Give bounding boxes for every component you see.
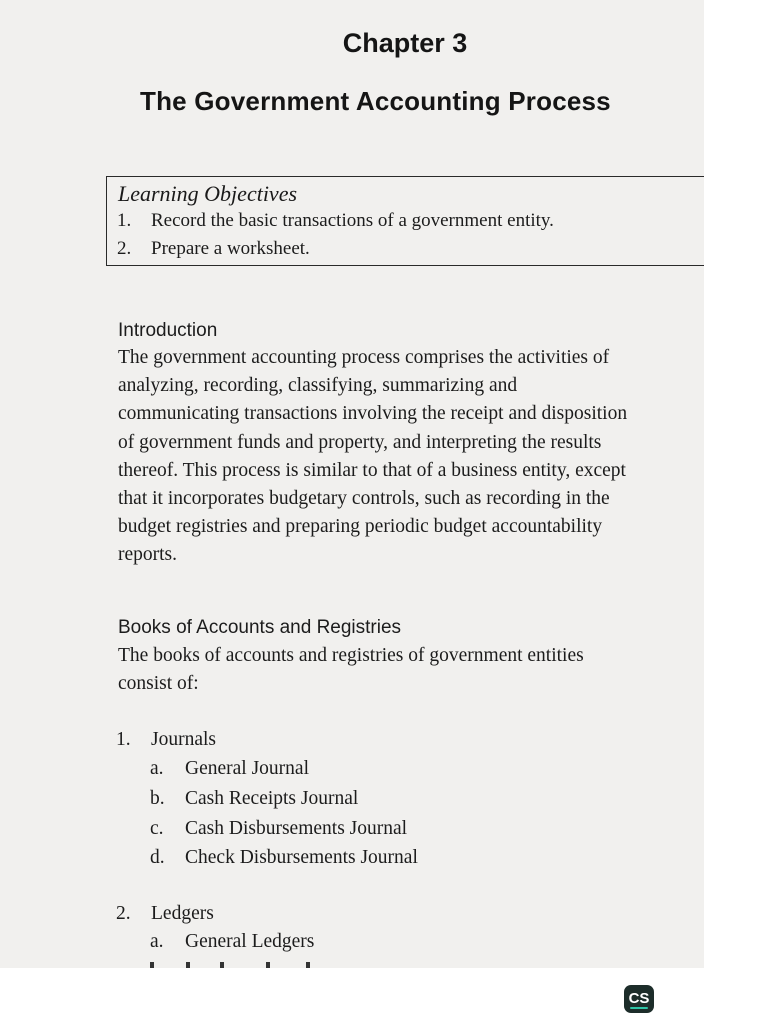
chapter-number: Chapter 3: [342, 28, 468, 58]
camscanner-logo-icon: CS: [624, 985, 654, 1013]
list-text: General Ledgers: [185, 931, 315, 952]
introduction-paragraph: [118, 344, 704, 570]
list-marker: c.: [150, 818, 164, 839]
list-marker: 2.: [116, 903, 131, 924]
list-text: Cash Receipts Journal: [185, 788, 359, 809]
paragraph-line: budget registries and preparing periodic budget accountability: [118, 516, 603, 538]
list-item-journals: [116, 729, 216, 751]
chapter-title: The Government Accounting Process: [140, 86, 611, 116]
learning-objectives-heading: Learning Objectives: [118, 181, 298, 206]
paragraph-line: analyzing, recording, classifying, summarizing and: [118, 375, 518, 397]
objective-item: [117, 210, 554, 232]
objective-text: Prepare a worksheet.: [151, 238, 310, 259]
list-marker: 1.: [116, 729, 131, 750]
list-marker: d.: [150, 847, 165, 868]
list-label: Ledgers: [151, 903, 214, 924]
paragraph-line: The government accounting process comprises the activities of: [118, 347, 610, 368]
paragraph-line: The books of accounts and registries of government entities: [118, 645, 584, 666]
list-item: [150, 788, 358, 810]
list-marker: a.: [150, 758, 164, 779]
paragraph-line: thereof. This process is similar to that of a business entity, except: [118, 459, 626, 481]
paragraph-line: consist of:: [118, 673, 199, 695]
books-heading: Books of Accounts and Registries: [118, 617, 402, 638]
introduction-heading: Introduction: [118, 320, 218, 341]
list-marker: a.: [150, 931, 164, 952]
paragraph-line: reports.: [118, 544, 178, 566]
list-item-ledgers: [116, 903, 214, 925]
paragraph-line: communicating transactions involving the receipt and disposition: [118, 403, 628, 425]
list-label: Journals: [151, 729, 216, 750]
list-item: [150, 818, 407, 840]
objective-number: 2.: [117, 238, 132, 259]
list-item: [150, 758, 309, 780]
cropped-text-line: [146, 962, 346, 968]
list-text: Check Disbursements Journal: [185, 847, 418, 868]
objective-text: Record the basic transactions of a government entity.: [151, 210, 554, 231]
paragraph-line: that it incorporates budgetary controls, such as recording in the: [118, 488, 610, 510]
list-item: [150, 931, 314, 953]
paragraph-line: of government funds and property, and interpreting the results: [118, 431, 602, 453]
objective-number: 1.: [117, 210, 132, 231]
books-paragraph: [118, 642, 704, 698]
list-marker: b.: [150, 788, 165, 809]
list-text: General Journal: [185, 758, 309, 779]
list-text: Cash Disbursements Journal: [185, 818, 408, 839]
list-item: [150, 847, 418, 869]
objective-item: [117, 238, 310, 260]
